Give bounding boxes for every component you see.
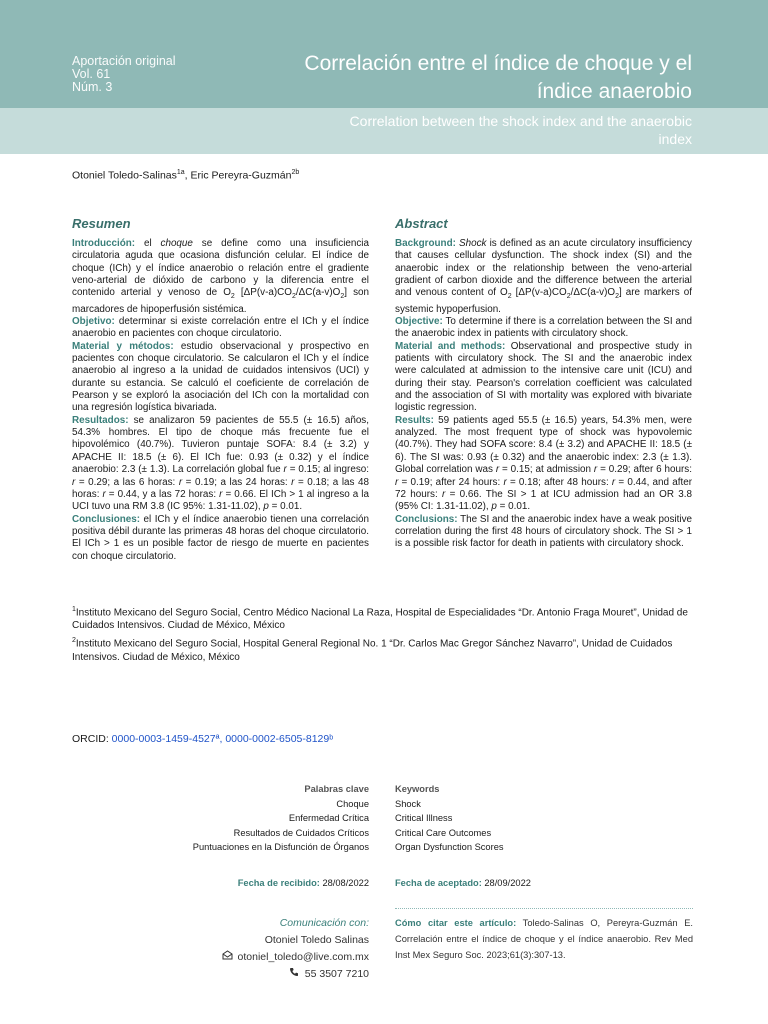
- contact-label: Comunicación con:: [279, 917, 369, 929]
- rr-r: r: [283, 464, 287, 476]
- at-b: is defined as an acute circulatory insufficiency that causes cellular dysfunction. The shock index (SI) and the anaerobic index or the relationship between the veno-arterial gradient of carbon dioxide and the difference between the arterial and venous content of O: [395, 238, 692, 299]
- rt-sub2: 2: [291, 293, 296, 301]
- resumen-obj-label: Objetivo:: [72, 316, 115, 328]
- ar-7: = 0.66. The SI > 1 at ICU admission had an OR 3.8 (95% CI: 1.31-11.02),: [395, 488, 693, 513]
- rr-r: r: [219, 488, 223, 500]
- phone-icon: [288, 966, 301, 983]
- rt-em: choque: [160, 238, 193, 249]
- at-e: ] are markers of systemic hypoperfusion.: [395, 287, 692, 315]
- citation-text: Toledo-Salinas O, Pereyra-Guzmán E. Correlación entre el índice de choque y el índice anaerobio. Rev Med Inst Mex Seguro Soc. 2023;61(3):307-13.: [395, 918, 693, 960]
- ar-2: = 0.15; at admission: [499, 464, 594, 476]
- at-em: Shock: [459, 238, 487, 249]
- keyword-es: Enfermedad Crítica: [288, 813, 369, 823]
- rr-r: r: [291, 476, 295, 488]
- affiliation-2-text: Instituto Mexicano del Seguro Social, Hospital General Regional No. 1 “Dr. Carlos Mac Gregor Sánchez Navarro”, Unidad de Cuidados Intensivos. Ciudad de México, México: [72, 638, 673, 663]
- rt-sub1: 2: [230, 293, 235, 301]
- orcid-ids-link[interactable]: 0000-0003-1459-4527ª, 0000-0002-6505-8129ᵇ: [111, 733, 334, 745]
- rt-c: [ΔP(v-a)CO: [234, 287, 292, 299]
- volume: Vol. 61: [72, 67, 111, 81]
- affiliations: [72, 603, 696, 666]
- abstract-obj-label: Objective:: [395, 316, 443, 328]
- accepted-label: Fecha de aceptado:: [395, 878, 482, 888]
- email-icon: [221, 949, 234, 966]
- ar-r: r: [593, 464, 598, 476]
- abstract-con-text: The SI and the anaerobic index have a weak positive correlation during the first 48 hours of circulatory shock. The SI > 1 is a possible risk factor for death in patients with circulatory shock.: [395, 513, 692, 550]
- at-sub2: 2: [566, 293, 571, 301]
- at-c: [ΔP(v-a)CO: [511, 287, 567, 299]
- rr-r: r: [178, 476, 183, 488]
- received-label: Fecha de recibido:: [237, 878, 320, 888]
- ar-6: = 0.44, and after 72 hours:: [395, 476, 692, 500]
- keywords-en-heading: Keywords: [395, 784, 440, 794]
- abstract-column: [395, 216, 692, 551]
- title-spanish: Correlación entre el índice de choque y el índice anaerobio: [304, 52, 692, 103]
- abstract-conclusions: [395, 514, 692, 551]
- rr-p: p: [263, 501, 269, 513]
- author-1: Otoniel Toledo-Salinas: [72, 169, 177, 182]
- resumen-met-label: Material y métodos:: [72, 340, 174, 352]
- contact-phone-row: [150, 966, 369, 983]
- rt-sub3: 2: [340, 293, 345, 301]
- rt-d: /ΔC(a-v)O: [295, 287, 341, 299]
- affiliation-1-sup: 1: [72, 606, 76, 613]
- keyword-es: Puntuaciones en la Disfunción de Órganos: [192, 842, 369, 852]
- author-2-sup: 2b: [291, 169, 300, 176]
- contact-email-row: [150, 949, 369, 966]
- resumen-results: [72, 415, 369, 514]
- rr-1: se analizaron 59 pacientes de 55.5 (± 16.5) años, 54.3% hombres. El tipo de choque más frecuente fue el hipovolémico (40.7%). Tuvieron puntaje SOFA: 8.4 (± 3.2) y APACHE II: 18.5 (± 6). El ICh fue: 0.93 (± 0.32) y el índice anaerobio: 2.3 (± 1.3). La correlación global fue: [72, 414, 369, 476]
- resumen-con-label: Conclusiones:: [72, 513, 141, 525]
- accepted-date: [395, 878, 531, 888]
- ar-r: r: [495, 464, 500, 476]
- ar-5: = 0.18; after 48 hours:: [506, 476, 612, 488]
- ar-p: p: [491, 501, 497, 513]
- authors: [72, 169, 299, 182]
- resumen-column: [72, 216, 369, 563]
- abstract-con-label: Conclusions:: [395, 513, 458, 525]
- keyword-en: Organ Dysfunction Scores: [395, 842, 504, 852]
- contact-email[interactable]: otoniel_toledo@live.com.mx: [237, 951, 369, 963]
- orcid: [72, 733, 333, 745]
- keywords-spanish: [150, 782, 369, 855]
- resumen-heading: Resumen: [72, 216, 131, 231]
- resumen-res-label: Resultados:: [72, 414, 129, 426]
- title-english: Correlation between the shock index and the anaerobic index: [349, 113, 692, 147]
- resumen-objective: [72, 316, 369, 341]
- keywords-es-heading: Palabras clave: [304, 784, 369, 794]
- rt-b: se define como una insuficiencia circulatoria aguda que ocasiona disfunción celular. El índice de choque (ICh) y el índice anaerobio o relación entre el gradiente veno-arterial de dióxido de carbono y la diferencia entre el contenido arterial y venoso de O: [72, 238, 369, 299]
- author-sep: ,: [184, 169, 191, 182]
- rr-4: = 0.19; a las 24 horas:: [182, 476, 292, 488]
- ar-r: r: [611, 476, 616, 488]
- resumen-intro: [72, 238, 369, 316]
- contact-name: Otoniel Toledo Salinas: [264, 934, 369, 946]
- ar-r: r: [395, 476, 399, 488]
- article-type: Aportación original: [72, 54, 176, 68]
- at-sub1: 2: [507, 293, 512, 301]
- keyword-es: Choque: [336, 798, 369, 809]
- keyword-es: Resultados de Cuidados Críticos: [233, 827, 369, 838]
- citation-block: [395, 908, 693, 963]
- contact-phone: 55 3507 7210: [304, 968, 369, 980]
- rr-3: = 0.29; a las 6 horas:: [75, 476, 179, 488]
- abstract-methods: [395, 341, 692, 415]
- ar-3: = 0.29; after 6 hours:: [597, 464, 692, 476]
- citation-label: Cómo citar este artículo:: [395, 918, 517, 928]
- accepted-value: 28/09/2022: [481, 878, 531, 888]
- resumen-methods: [72, 341, 369, 415]
- ar-r: r: [503, 476, 507, 488]
- rr-r: r: [72, 476, 76, 488]
- received-value: 28/08/2022: [319, 878, 369, 888]
- abstract-res-label: Results:: [395, 414, 434, 426]
- author-2: Eric Pereyra-Guzmán: [190, 169, 292, 182]
- received-date: [150, 878, 369, 888]
- resumen-intro-label: Introducción:: [72, 238, 136, 249]
- abstract-heading: Abstract: [395, 216, 448, 231]
- rt-a: el: [135, 238, 161, 249]
- rr-7: = 0.66. El ICh > 1 al ingreso a la UCI tuvo una RM 3.8 (IC 95%: 1.31-11.02),: [72, 488, 369, 513]
- issue-number: Núm. 3: [72, 80, 113, 94]
- abstract-met-label: Material and methods:: [395, 340, 506, 352]
- rr-5: = 0.18; a las 48 horas:: [72, 476, 369, 500]
- abstract-background: [395, 238, 692, 316]
- abstract-bg-label: Background:: [395, 238, 456, 249]
- ar-r: r: [442, 488, 446, 500]
- rr-8: = 0.01.: [268, 501, 303, 513]
- contact-block: [150, 915, 369, 983]
- resumen-con-text: el ICh y el índice anaerobio tienen una correlación positiva débil durante las primeras 48 horas del choque circulatorio. El ICh > 1 es un posible factor de riesgo de muerte en pacientes con choque circulatorio.: [72, 513, 369, 562]
- abstract-results: [395, 415, 692, 514]
- abstract-met-text: Observational and prospective study in patients with circulatory shock. The SI and the anaerobic index were calculated at admission to the intensive care unit (ICU) and during their stay. Pearson's correlation coefficient was calculated and the association of SI with mortality was explored with bivariate logistic regression.: [395, 340, 692, 414]
- affiliation-1-text: Instituto Mexicano del Seguro Social, Centro Médico Nacional La Raza, Hospital de Especialidades “Dr. Antonio Fraga Mouret”, Unidad de Cuidados Intensivos. Ciudad de México, México: [72, 607, 688, 632]
- author-1-sup: 1a: [176, 169, 185, 176]
- at-d: /ΔC(a-v)O: [570, 287, 616, 299]
- keyword-en: Critical Illness: [395, 813, 453, 823]
- resumen-met-text: estudio observacional y prospectivo en pacientes con choque circulatorio. Se calcularon el ICh y el índice anaerobio al ingreso a la unidad de cuidados intensivos (UCI) y durante su estancia. Se calculó el coeficiente de correlación de Pearson y se exploró la asociación del ICh con la mortalidad con una regresión logística bivariada.: [72, 340, 369, 414]
- abstract-objective: [395, 316, 692, 341]
- ar-4: = 0.19; after 24 hours:: [398, 476, 504, 488]
- resumen-conclusions: [72, 514, 369, 563]
- keywords-english: [395, 782, 675, 855]
- keyword-en: Critical Care Outcomes: [395, 827, 492, 838]
- rr-2: = 0.15; al ingreso:: [286, 464, 369, 476]
- ar-1: 59 patients aged 55.5 (± 16.5) years, 54.3% men, were analyzed. The most frequent type of shock was hypovolemic (40.7%). They had SOFA score: 8.4 (± 3.2) and APACHE II: 18.5 (± 6). The SI was: 0.93 (± 0.32) and the anaerobic index: 2.3 (± 1.3). Global correlation was: [395, 414, 692, 476]
- rt-e: ] son marcadores de hipoperfusión sistémica.: [72, 287, 369, 315]
- ar-8: = 0.01.: [496, 501, 531, 513]
- at-sub3: 2: [615, 293, 619, 301]
- keyword-en: Shock: [395, 798, 421, 809]
- article-meta: [72, 55, 176, 94]
- resumen-obj-text: determinar si existe correlación entre el ICh y el índice anaerobio en pacientes con choque circulatorio.: [72, 316, 369, 340]
- abstract-obj-text: To determine if there is a correlation between the SI and the anaerobic index in patients with circulatory shock.: [395, 316, 692, 340]
- affiliation-1: [72, 603, 696, 632]
- affiliation-2: [72, 634, 696, 663]
- rr-r: r: [102, 488, 106, 500]
- orcid-label: ORCID:: [72, 733, 112, 745]
- affiliation-2-sup: 2: [72, 637, 76, 645]
- rr-6: = 0.44, y a las 72 horas:: [105, 488, 220, 500]
